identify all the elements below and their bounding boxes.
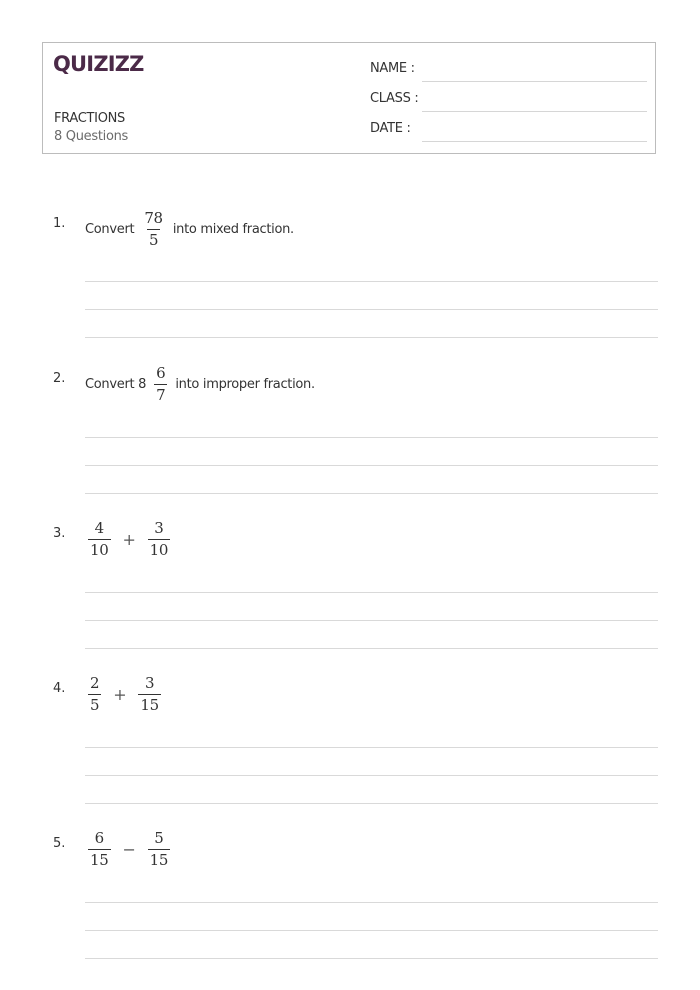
numerator: 5 [154, 829, 164, 847]
answer-line[interactable] [85, 958, 658, 959]
plus-operator: + [122, 530, 136, 549]
question-text [80, 830, 178, 869]
quizizz-logo: QUIZIZZ [53, 52, 144, 76]
question-suffix: into mixed fraction. [172, 222, 294, 237]
question-count: 8 Questions [54, 129, 129, 144]
class-field[interactable] [370, 91, 647, 111]
class-line[interactable] [422, 111, 647, 112]
question-text [85, 365, 315, 404]
worksheet-title: FRACTIONS [54, 111, 126, 126]
denominator: 15 [149, 851, 169, 869]
question-number: 5. [53, 836, 66, 851]
question-suffix: into improper fraction. [175, 377, 315, 392]
fraction [88, 520, 111, 559]
question-1 [0, 209, 700, 356]
name-line[interactable] [422, 81, 647, 82]
answer-line[interactable] [85, 803, 658, 804]
fraction [138, 675, 161, 714]
class-label: CLASS : [370, 91, 419, 106]
fraction [154, 365, 167, 404]
answer-line[interactable] [85, 309, 658, 310]
answer-line[interactable] [85, 775, 658, 776]
question-prefix: Convert 8 [85, 377, 147, 392]
fraction [88, 675, 101, 714]
fraction [148, 830, 171, 869]
answer-line[interactable] [85, 902, 658, 903]
numerator: 6 [94, 829, 104, 847]
question-text [80, 675, 169, 714]
question-2 [0, 364, 700, 511]
question-number: 1. [53, 216, 66, 231]
numerator: 6 [156, 364, 166, 382]
name-label: NAME : [370, 61, 415, 76]
answer-line[interactable] [85, 437, 658, 438]
numerator: 3 [154, 519, 164, 537]
answer-line[interactable] [85, 337, 658, 338]
date-field[interactable] [370, 121, 647, 141]
question-text [80, 520, 178, 559]
answer-line[interactable] [85, 465, 658, 466]
answer-line[interactable] [85, 620, 658, 621]
minus-operator: − [122, 840, 136, 859]
denominator: 15 [90, 851, 109, 869]
name-field[interactable] [370, 61, 647, 81]
numerator: 2 [90, 674, 100, 692]
date-line[interactable] [422, 141, 647, 142]
numerator: 3 [144, 674, 155, 692]
fraction [148, 520, 171, 559]
answer-line[interactable] [85, 747, 658, 748]
question-number: 3. [53, 526, 66, 541]
date-label: DATE : [370, 121, 411, 136]
question-text [85, 210, 294, 249]
question-5 [0, 829, 700, 976]
question-3 [0, 519, 700, 666]
denominator: 10 [90, 541, 109, 559]
denominator: 15 [140, 696, 159, 714]
worksheet-header [42, 42, 656, 154]
plus-operator: + [113, 685, 127, 704]
denominator: 5 [90, 696, 100, 714]
answer-line[interactable] [85, 493, 658, 494]
denominator: 5 [148, 231, 159, 249]
answer-line[interactable] [85, 648, 658, 649]
question-number: 2. [53, 371, 66, 386]
question-prefix: Convert [85, 222, 135, 237]
question-4 [0, 674, 700, 821]
fraction [142, 210, 165, 249]
fraction [88, 830, 111, 869]
denominator: 10 [149, 541, 169, 559]
numerator: 78 [144, 209, 163, 227]
question-number: 4. [53, 681, 66, 696]
numerator: 4 [94, 519, 104, 537]
answer-line[interactable] [85, 930, 658, 931]
answer-line[interactable] [85, 592, 658, 593]
answer-line[interactable] [85, 281, 658, 282]
denominator: 7 [156, 386, 166, 404]
